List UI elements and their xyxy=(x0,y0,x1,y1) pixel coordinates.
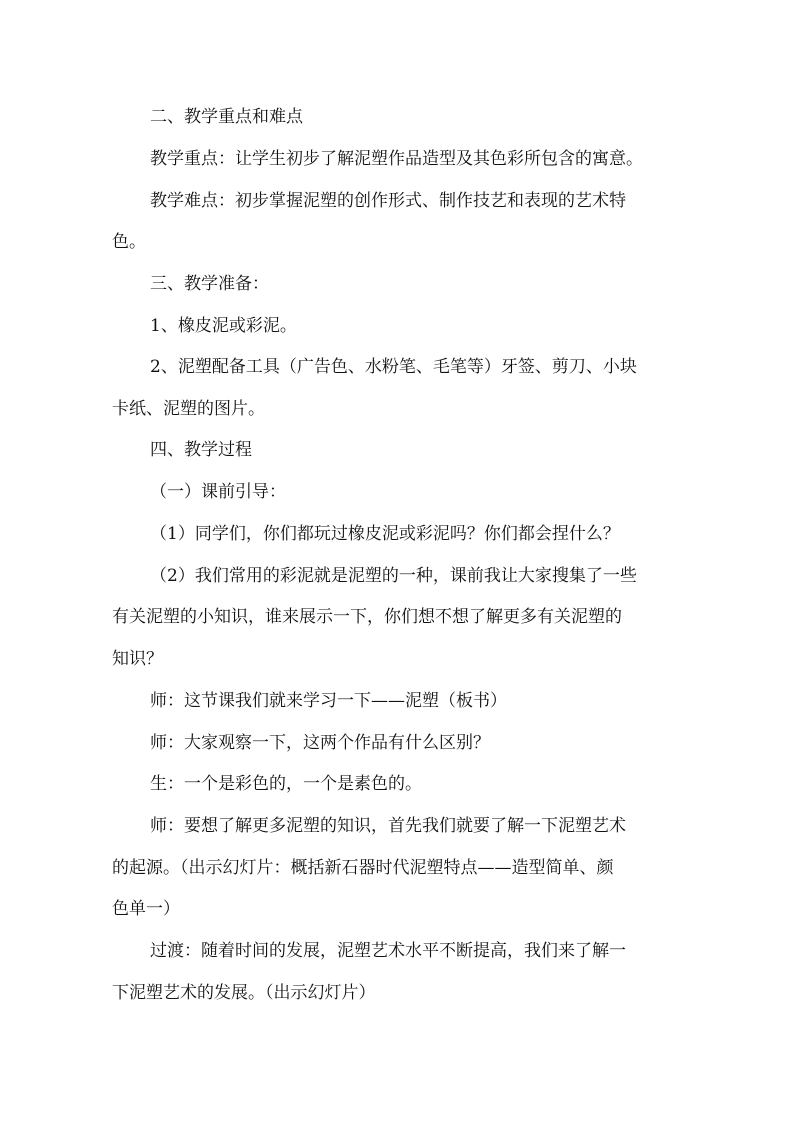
paragraph-line: 色。 xyxy=(112,232,146,252)
paragraph-line: 下泥塑艺术的发展。（出示幻灯片） xyxy=(112,983,376,1003)
paragraph-line: 教学重点：让学生初步了解泥塑作品造型及其色彩所包含的寓意。 xyxy=(150,149,643,169)
paragraph-line: （2）我们常用的彩泥就是泥塑的一种，课前我让大家搜集了一些 xyxy=(150,566,637,586)
dialogue-line: 师：要想了解更多泥塑的知识，首先我们就要了解一下泥塑艺术 xyxy=(150,816,626,836)
subsection-heading: （一）课前引导： xyxy=(150,482,286,502)
section-heading-key-points: 二、教学重点和难点 xyxy=(150,107,303,127)
dialogue-line: 师：大家观察一下，这两个作品有什么区别？ xyxy=(150,733,490,753)
paragraph-line: 色单一） xyxy=(112,899,180,919)
section-heading-preparation: 三、教学准备： xyxy=(150,274,269,294)
paragraph-line: 卡纸、泥塑的图片。 xyxy=(112,399,265,419)
dialogue-line: 师：这节课我们就来学习一下——泥塑（板书） xyxy=(150,691,507,711)
paragraph-line: 知识？ xyxy=(112,649,163,669)
paragraph-line: 有关泥塑的小知识，谁来展示一下，你们想不想了解更多有关泥塑的 xyxy=(112,607,622,627)
paragraph-line: 的起源。（出示幻灯片：概括新石器时代泥塑特点——造型简单、颜 xyxy=(112,858,614,878)
dialogue-line: 过渡：随着时间的发展，泥塑艺术水平不断提高，我们来了解一 xyxy=(150,941,626,961)
section-heading-process: 四、教学过程 xyxy=(150,440,252,460)
list-item: 2、泥塑配备工具（广告色、水粉笔、毛笔等）牙签、剪刀、小块 xyxy=(150,357,637,377)
paragraph-line: 教学难点：初步掌握泥塑的创作形式、制作技艺和表现的艺术特 xyxy=(150,191,626,211)
paragraph-line: （1）同学们，你们都玩过橡皮泥或彩泥吗？你们都会捏什么？ xyxy=(150,524,620,544)
dialogue-line: 生：一个是彩色的，一个是素色的。 xyxy=(150,774,422,794)
list-item: 1、橡皮泥或彩泥。 xyxy=(150,316,297,336)
